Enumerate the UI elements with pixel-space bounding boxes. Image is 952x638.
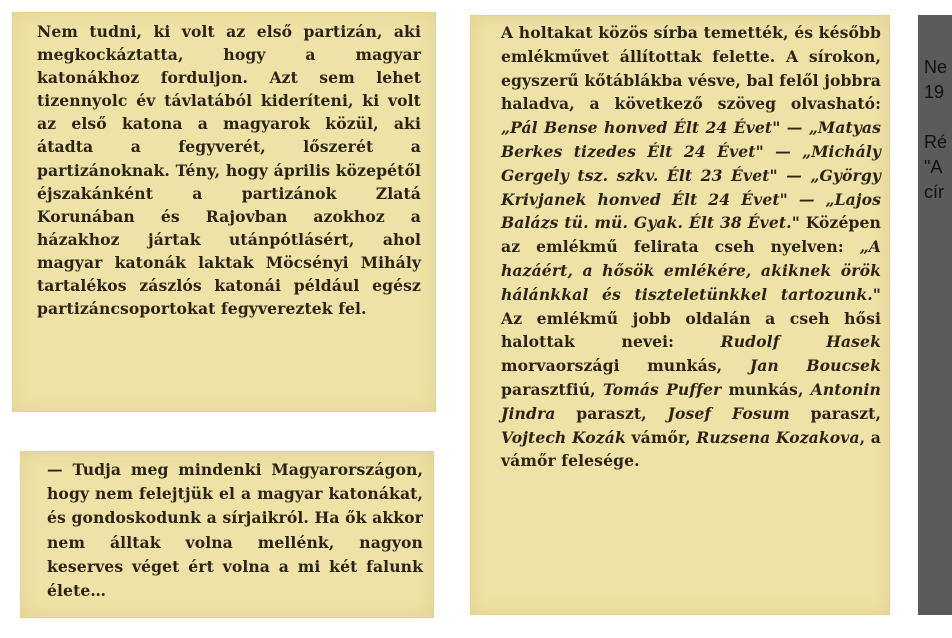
czech-hero-description: , a vámőr felesége. bbox=[501, 427, 882, 471]
side-caption-line: cír bbox=[924, 182, 944, 202]
czech-hero-name: Jan Boucsek bbox=[749, 356, 881, 376]
newspaper-clipping-quote bbox=[20, 451, 434, 618]
czech-hero-name: Antonin Jindra bbox=[501, 379, 881, 423]
side-caption-line: 19 bbox=[924, 82, 945, 102]
side-caption-line: Ne bbox=[924, 57, 948, 77]
czech-hero-name: Vojtech Kozák bbox=[501, 427, 626, 447]
czech-hero-description: paraszt, bbox=[555, 403, 668, 423]
czech-hero-description: munkás, bbox=[721, 379, 811, 399]
hungarian-gravestone-inscription: „Pál Bense honved Élt 24 Évet" — „Matyas Berkes tizedes Élt 24 Évet" — „Michály Gergely tsz. szkv. Élt 23 Évet" — „György Krivjanek honved Élt 24 Évet" — „Lajos Balázs tü. mü. Gyak. Élt 38 Évet." bbox=[501, 118, 881, 233]
memorial-text-part2: Középen az emlékmű felirata cseh nyelven: bbox=[501, 213, 881, 257]
czech-hero-name: Ruzsena Kozakova bbox=[696, 427, 860, 447]
side-caption-line: Ré bbox=[924, 132, 948, 152]
czech-hero-description: parasztfiú, bbox=[501, 379, 603, 399]
newspaper-clipping-memorial bbox=[470, 15, 890, 615]
newspaper-clipping-partisans bbox=[12, 12, 436, 412]
clipping-paragraph: Nem tudni, ki volt az első partizán, aki megkockáztatta, hogy a magyar katonákhoz forduljon. Azt sem lehet tizennyolc év távlatából kideríteni, ki volt az első katona a magyarok közül, aki átadta a fegyverét, lőszerét a partizánoknak. Tény, hogy április közepétől éjszakánként a partizánok Zlatá Korunában és Rajovban azokhoz a házakhoz jártak utánpótlásért, ahol magyar katonák laktak Möcsényi Mihály tartalékos zászlós katonái például egész partizáncsoportokat fegyvereztek fel. bbox=[37, 22, 421, 319]
clipping-paragraph bbox=[501, 21, 881, 473]
czech-hero-description: paraszt, bbox=[789, 403, 881, 423]
czech-hero-name: Tomás Puffer bbox=[602, 379, 722, 399]
memorial-text-part3: Az emlékmű jobb oldalán a cseh hősi halottak nevei: bbox=[501, 308, 881, 352]
czech-memorial-inscription: „A hazáért, a hősök emlékére, akiknek örök hálánkkal és tiszteletünkkel tartozunk." bbox=[501, 237, 881, 304]
czech-hero-name: Josef Fosum bbox=[667, 403, 790, 423]
side-caption-spacer bbox=[924, 105, 952, 130]
czech-hero-name: Rudolf Hasek bbox=[720, 332, 881, 352]
memorial-text-part1: A holtakat közös sírba temették, és később emlékművet állítottak felette. A sírokon, egyszerű kőtáblákba vésve, bal felől jobbra haladva, a következő szöveg olvasható: bbox=[501, 23, 881, 114]
czech-hero-description: vámőr, bbox=[625, 427, 697, 447]
czech-hero-description: morvaországi munkás, bbox=[501, 356, 750, 376]
side-caption-line: "A bbox=[924, 157, 943, 177]
side-caption-panel bbox=[918, 15, 952, 615]
clipping-paragraph: — Tudja meg mindenki Magyarországon, hogy nem felejtjük el a magyar katonákat, és gondoskodunk a sírjaikról. Ha ők akkor nem álltak volna mellénk, nagyon keserves véget ért volna a mi két falunk élete… bbox=[47, 460, 423, 601]
